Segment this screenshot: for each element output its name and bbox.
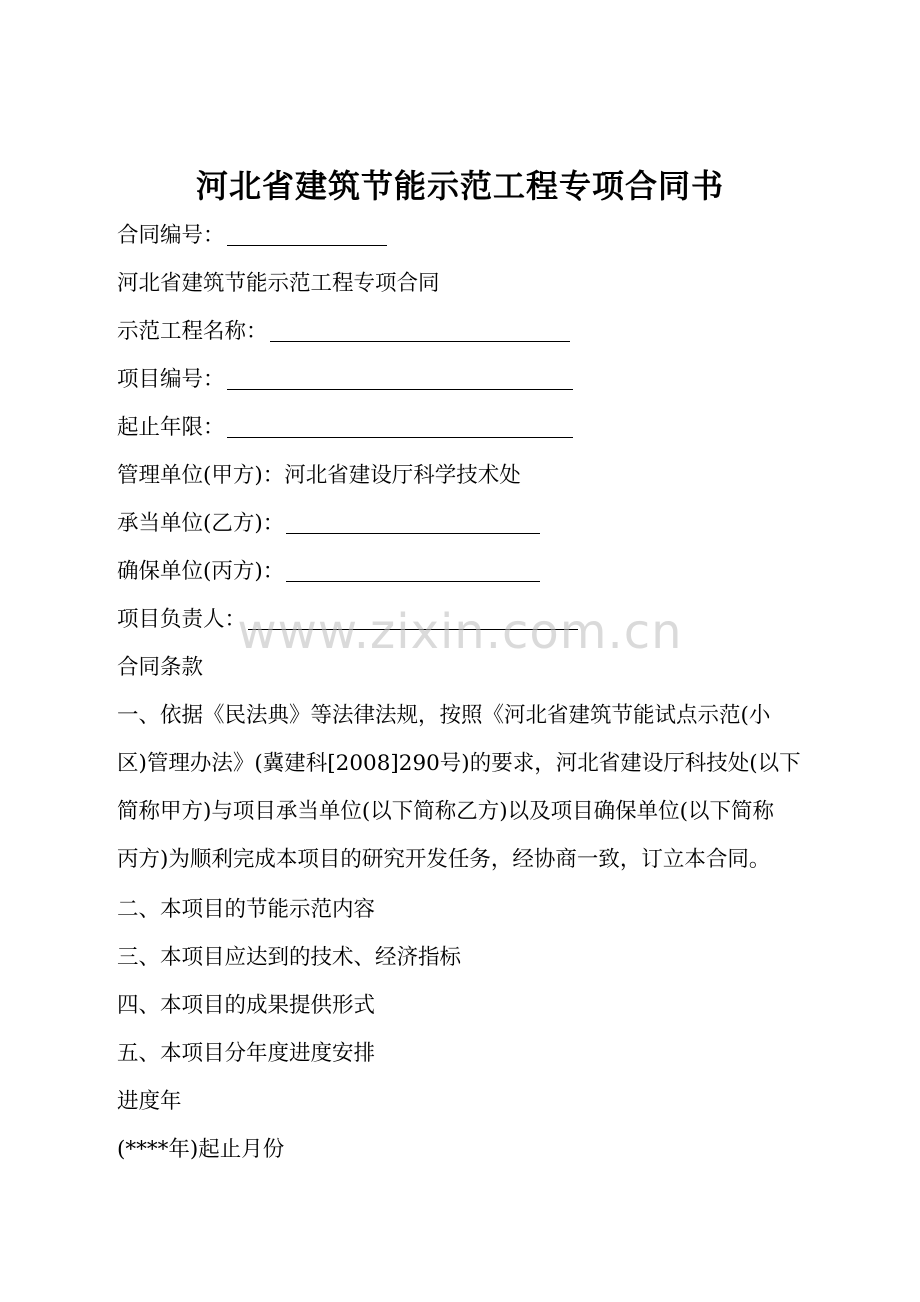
undertaker-row: [117, 500, 540, 548]
clause3: 三、本项目应达到的技术、经济指标: [117, 945, 462, 970]
leader-blank[interactable]: [248, 603, 578, 630]
clause2: 二、本项目的节能示范内容: [117, 897, 376, 922]
project-name-blank[interactable]: [270, 315, 570, 342]
watermark: www.zixin.com.cn: [237, 604, 683, 660]
clause4: 四、本项目的成果提供形式: [117, 993, 376, 1018]
leader-row: [117, 596, 578, 644]
contract-no-row: [117, 212, 387, 260]
clause1-line-2: 区)管理办法》(冀建科[2008]290号)的要求，河北省建设厅科技处(以下: [117, 751, 801, 776]
guarantor-label: 确保单位(丙方)：: [117, 559, 285, 584]
schedule-period: (****年)起止月份: [117, 1137, 285, 1162]
period-row: [117, 404, 573, 452]
undertaker-label: 承当单位(乙方)：: [117, 511, 285, 536]
project-name-label: 示范工程名称：: [117, 319, 268, 344]
project-no-label: 项目编号：: [117, 367, 225, 392]
project-no-row: [117, 356, 573, 404]
clause1-line-4: 丙方)为顺利完成本项目的研究开发任务，经协商一致，订立本合同。: [117, 847, 771, 872]
terms-heading: 合同条款: [117, 655, 204, 680]
undertaker-blank[interactable]: [286, 507, 540, 534]
contract-heading: 河北省建筑节能示范工程专项合同: [117, 271, 440, 296]
period-label: 起止年限：: [117, 415, 225, 440]
period-blank[interactable]: [227, 411, 573, 438]
guarantor-row: [117, 548, 540, 596]
manager-row: 管理单位(甲方)：河北省建设厅科学技术处: [117, 463, 521, 488]
project-name-row: [117, 308, 570, 356]
contract-no-blank[interactable]: [227, 219, 387, 246]
schedule-year: 进度年: [117, 1089, 182, 1114]
project-no-blank[interactable]: [227, 363, 573, 390]
document-title: 河北省建筑节能示范工程专项合同书: [195, 167, 724, 205]
leader-label: 项目负责人：: [117, 607, 247, 632]
clause1-line-3: 简称甲方)与项目承当单位(以下简称乙方)以及项目确保单位(以下简称: [117, 799, 775, 824]
contract-no-label: 合同编号：: [117, 223, 225, 248]
clause1-line-1: 一、依据《民法典》等法律法规，按照《河北省建筑节能试点示范(小: [117, 703, 771, 728]
clause5: 五、本项目分年度进度安排: [117, 1041, 376, 1066]
guarantor-blank[interactable]: [286, 555, 540, 582]
